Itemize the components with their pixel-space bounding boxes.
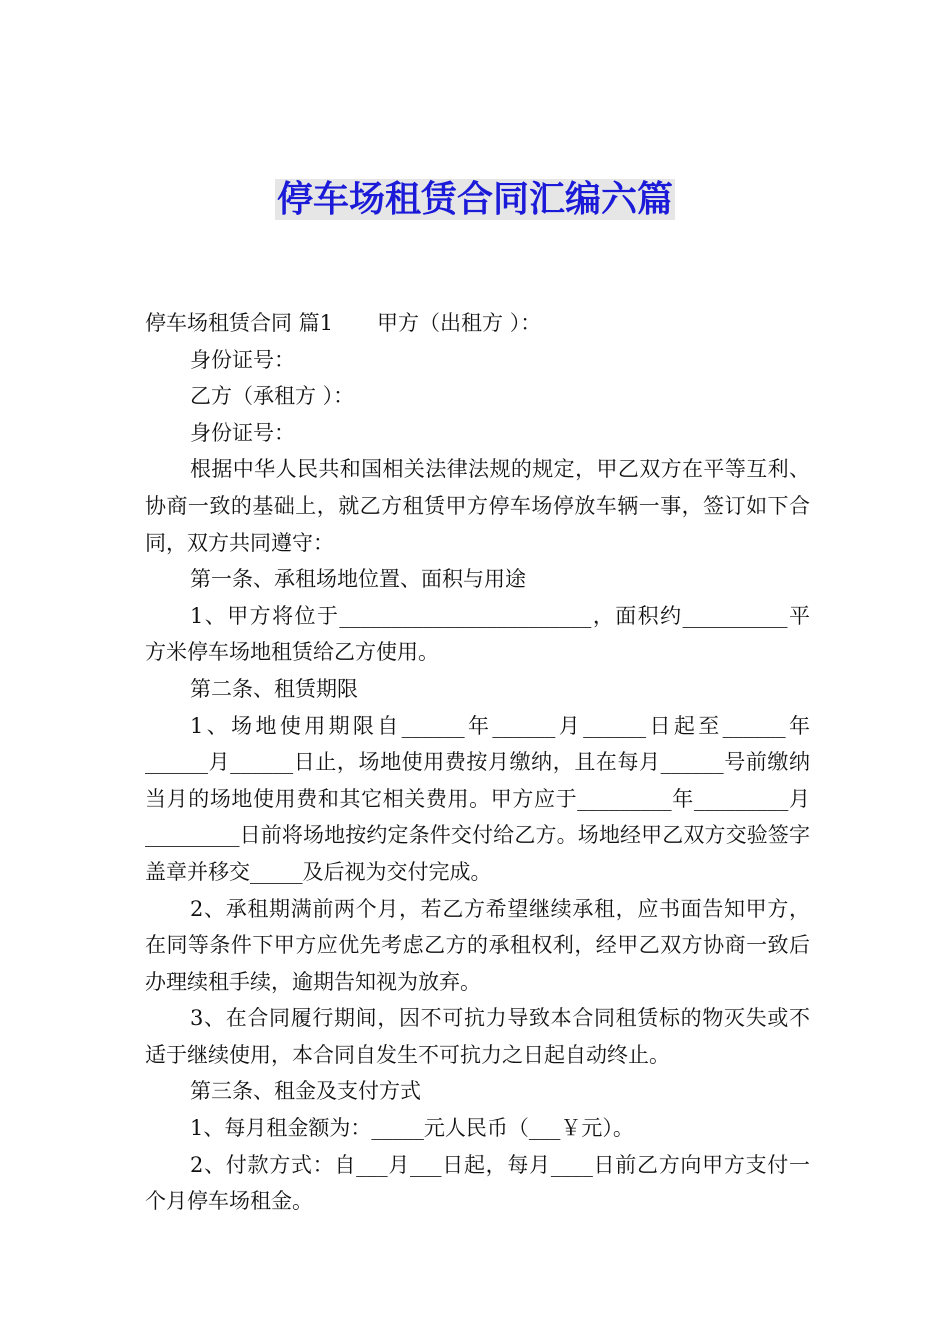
paragraph: 身份证号： — [190, 420, 295, 445]
document-title: 停车场租赁合同汇编六篇 — [276, 179, 673, 220]
party-a-label: 甲方（出租方 ）： — [377, 311, 542, 335]
paragraph: 2、承租期满前两个月，若乙方希望继续承租，应书面告知甲方，在同等条件下甲方应优先考虑乙方的承租权利，经甲乙双方协商一致后办理续租手续，逾期告知视为放弃。 — [145, 896, 810, 994]
section-heading: 第一条、承租场地位置、面积与用途 — [190, 567, 526, 592]
paragraph: 乙方（承租方 ）： — [190, 384, 355, 409]
paragraph: 根据中华人民共和国相关法律法规的规定，甲乙双方在平等互利、协商一致的基础上，就乙方租赁甲方停车场停放车辆一事，签订如下合同，双方共同遵守： — [145, 457, 810, 555]
contract-heading: 停车场租赁合同 篇1 — [145, 311, 334, 335]
document-body — [145, 305, 810, 1220]
section-heading: 第二条、租赁期限 — [190, 676, 358, 701]
paragraph: 1、每月租金额为：_____元人民币（___￥元）。 — [190, 1116, 634, 1141]
section-heading: 第三条、租金及支付方式 — [190, 1079, 421, 1104]
paragraph: 1、甲方将位于________________________，面积约__________平方米停车场地租赁给乙方使用。 — [145, 603, 810, 665]
intro-line — [145, 305, 810, 342]
paragraph: 身份证号： — [190, 347, 295, 372]
paragraph: 2、付款方式：自___月___日起，每月____日前乙方向甲方支付一个月停车场租金。 — [145, 1152, 810, 1214]
paragraph: 3、在合同履行期间，因不可抗力导致本合同租赁标的物灭失或不适于继续使用，本合同自发生不可抗力之日起自动终止。 — [145, 1006, 810, 1067]
paragraph: 1、场地使用期限自______年______月______日起至______年______月______日止，场地使用费按月缴纳，且在每月______号前缴纳当月的场地使用费和其它相关费用。甲方应于_________年_________月_________日前将场地按约定条件交付给乙方。场地经甲乙双方交验签字盖章并移交_____及后视为交付完成。 — [145, 713, 810, 884]
